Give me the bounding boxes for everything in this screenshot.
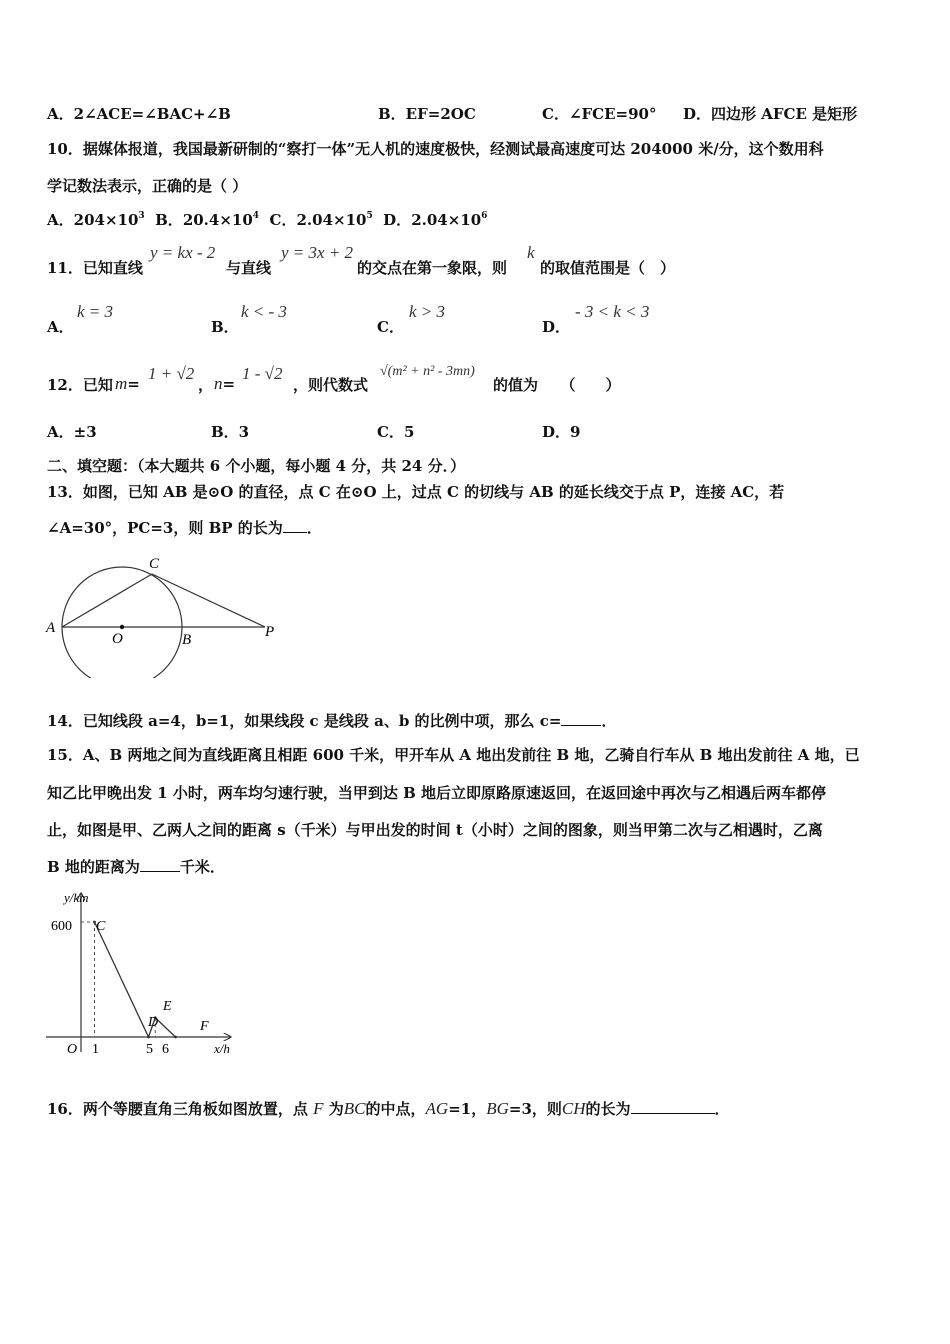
section-2-heading: 二、填空题：（本大题共 6 个小题，每小题 4 分，共 24 分．） (47, 457, 466, 475)
q10-b-label: B． (155, 211, 183, 229)
q11-formula1: y = kx - 2 (150, 243, 216, 262)
q15-y-tick-600: 600 (51, 919, 72, 934)
q11-opt-c-label: C． (377, 318, 404, 336)
q16-f: F (313, 1099, 324, 1118)
q10-b-exp: 4 (252, 211, 260, 221)
q16-ag: AG (425, 1099, 449, 1118)
q15-answer-blank[interactable] (140, 859, 180, 872)
q16-t3: =1， (448, 1100, 487, 1118)
q13-answer-blank[interactable] (283, 520, 307, 533)
q12-m-value: 1 + √2 (148, 364, 195, 383)
q12-prefix: 12．已知 (47, 376, 113, 394)
q12-n-eq (214, 374, 235, 394)
q12-m-eq (115, 374, 140, 394)
q12-eq-2: = (222, 375, 236, 393)
q9-option-a: A．2∠ACE=∠BAC+∠B (47, 105, 231, 123)
q10-a-base: 204×10 (73, 211, 139, 229)
q11-after: 的交点在第一象限，则 (357, 259, 508, 277)
q16-bc: BC (343, 1099, 366, 1118)
q13-label-c: C (149, 556, 160, 572)
q16 (47, 1098, 730, 1119)
q12-expression: √(m² + n² - 3mn) (380, 364, 475, 379)
q15-point-label-d: D (148, 1015, 159, 1030)
q15-line4-pre: B 地的距离为 (47, 858, 140, 876)
q11-opt-b: k < - 3 (241, 302, 287, 321)
q15-x-label: x/h (214, 1041, 230, 1056)
q16-t4: =3，则 (508, 1100, 562, 1118)
q11-opt-d: - 3 < k < 3 (575, 302, 650, 321)
q13-line-cp (152, 574, 265, 627)
q15-distance-graph (40, 880, 250, 1060)
q11-var-k: k (527, 243, 535, 262)
q15-y-label: y/km (64, 890, 89, 905)
q12-n-value: 1 - √2 (242, 364, 283, 383)
q11-opt-d-label: D． (542, 318, 571, 336)
q11-tail: 的取值范围是（ ） (540, 259, 676, 277)
q15-point-label-e: E (163, 999, 172, 1014)
q15-x-tick-5: 5 (146, 1042, 153, 1057)
q16-bg: BG (486, 1099, 509, 1118)
q15-line3: 止，如图是甲、乙两人之间的距离 s（千米）与甲出发的时间 t（小时）之间的图象，则当甲第二次与乙相遇时，乙离 (47, 821, 823, 839)
q14-end: ． (601, 712, 617, 730)
q10-a-label: A． (47, 211, 74, 229)
q15-point-f (174, 1036, 177, 1039)
q13-line1: 13．如图，已知 AB 是⊙O 的直径，点 C 在⊙O 上，过点 C 的切线与 AB 的延长线交于点 P，连接 AC，若 (47, 483, 785, 501)
q14-text: 14．已知线段 a=4，b=1，如果线段 c 是线段 a、b 的比例中项，那么 c= (47, 712, 562, 730)
q15-line1: 15．A、B 两地之间为直线距离且相距 600 千米，甲开车从 A 地出发前往 B 地，乙骑自行车从 B 地出发前往 A 地，已 (47, 746, 860, 764)
q14-answer-blank[interactable] (561, 713, 601, 726)
q15-series-line (95, 922, 176, 1037)
q15-point-d (147, 1036, 150, 1039)
q13-label-p: P (265, 624, 275, 640)
q13-line2 (47, 517, 322, 538)
q15-line4-post: 千米． (179, 858, 225, 876)
q13-center-dot (120, 625, 124, 629)
q15-x-tick-6: 6 (162, 1042, 169, 1057)
q13-label-a: A (46, 620, 56, 636)
q10-d-exp: 6 (481, 211, 488, 221)
q11-opt-c: k > 3 (409, 302, 446, 321)
q12-option-c: C．5 (377, 423, 415, 441)
q13-circle-figure (40, 548, 285, 678)
q10-options (47, 209, 487, 230)
q11-opt-a: k = 3 (77, 302, 114, 321)
q15-origin-label: O (67, 1042, 78, 1057)
q10-d-base: 2.04×10 (411, 211, 482, 229)
q12-option-b: B．3 (211, 423, 250, 441)
q14 (47, 710, 617, 731)
q10-d-label: D． (383, 211, 412, 229)
q10-line1: 10．据媒体报道，我国最新研制的“察打一体”无人机的速度极快，经测试最高速度可达 204000 米/分，这个数用科 (47, 140, 824, 158)
q15-point-label-c: C (96, 919, 106, 934)
q16-ch: CH (561, 1099, 586, 1118)
q9-option-c: C．∠FCE=90° (542, 105, 657, 123)
q16-end: ． (714, 1100, 730, 1118)
q12-mid: ，则代数式 (293, 376, 369, 394)
q12-option-d: D．9 (542, 423, 581, 441)
q9-option-d: D．四边形 AFCE 是矩形 (683, 105, 858, 123)
q10-c-base: 2.04×10 (296, 211, 367, 229)
q15-point-label-f: F (200, 1019, 209, 1034)
q10-c-label: C． (269, 211, 297, 229)
q16-t1: 为 (328, 1100, 344, 1118)
q13-end: ． (306, 519, 322, 537)
q13-line-ac (62, 574, 152, 627)
q12-option-a: A．±3 (47, 423, 97, 441)
q9-option-b: B．EF=2OC (378, 105, 476, 123)
q10-line2: 学记数法表示，正确的是（ ） (47, 177, 248, 195)
q12-sep: ， (198, 376, 214, 394)
q16-pre: 16．两个等腰直角三角板如图放置，点 (47, 1100, 308, 1118)
q12-eq-1: = (127, 375, 140, 393)
q16-t2: 的中点， (365, 1100, 426, 1118)
q10-a-exp: 3 (138, 211, 145, 221)
q12-n: n (214, 374, 223, 393)
q12-tail: 的值为 （ ） (493, 376, 621, 394)
q15-line2: 知乙比甲晚出发 1 小时，两车均匀速行驶，当甲到达 B 地后立即原路原速返回，在返回途中再次与乙相遇后两车都停 (47, 784, 827, 802)
q11-prefix: 11．已知直线 (47, 259, 143, 277)
q11-opt-b-label: B． (211, 318, 239, 336)
q16-answer-blank[interactable] (631, 1101, 715, 1114)
q15-line4 (47, 856, 225, 877)
q10-c-exp: 5 (366, 211, 373, 221)
q13-label-o: O (112, 631, 123, 647)
q15-x-tick-1: 1 (92, 1042, 99, 1057)
q16-t5: 的长为 (585, 1100, 631, 1118)
q13-label-b: B (182, 632, 192, 648)
q11-opt-a-label: A． (47, 318, 74, 336)
q13-line2-text: ∠A=30°，PC=3，则 BP 的长为 (47, 519, 283, 537)
q11-mid: 与直线 (226, 259, 272, 277)
q12-m: m (115, 374, 128, 393)
q11-formula2: y = 3x + 2 (281, 243, 354, 262)
q13-circle (62, 567, 182, 678)
q10-b-base: 20.4×10 (182, 211, 253, 229)
